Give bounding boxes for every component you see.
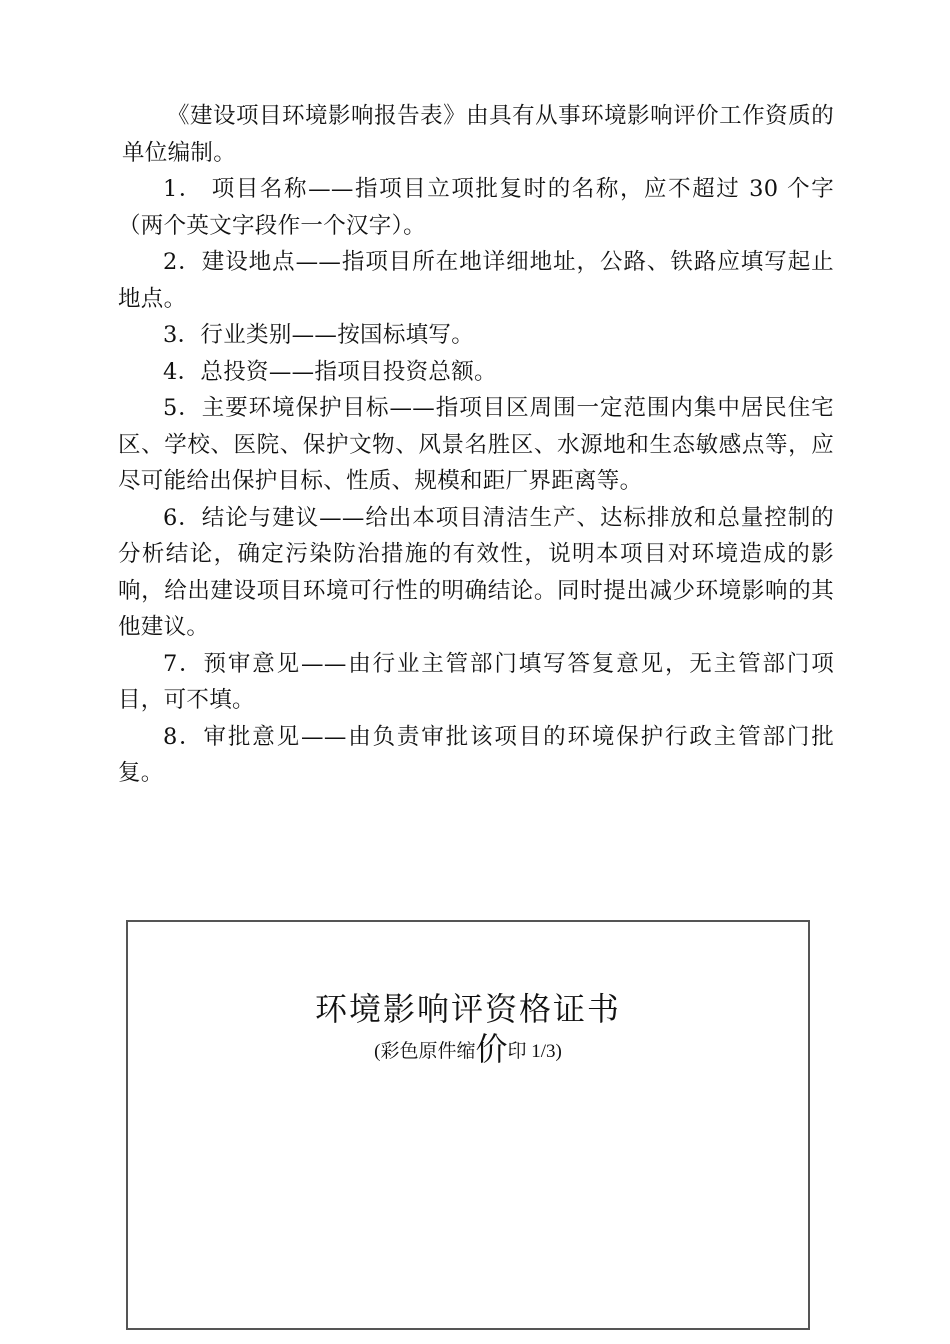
item-total-investment: 4．总投资——指项目投资总额。 bbox=[163, 358, 497, 385]
item-pre-review: 7．预审意见——由行业主管部门填写答复意见，无主管部门项目，可不填。 bbox=[118, 650, 834, 713]
certificate-box bbox=[126, 920, 810, 1330]
subtitle-big-char: 价 bbox=[475, 1031, 508, 1067]
subtitle-prefix: (彩色原件缩 bbox=[374, 1041, 476, 1062]
subtitle-suffix: 印 1/3) bbox=[507, 1041, 562, 1062]
item-industry-category: 3．行业类别——按国标填写。 bbox=[163, 322, 475, 348]
item-construction-site: 2．建设地点——指项目所在地详细地址，公路、铁路应填写起止地点。 bbox=[118, 249, 834, 312]
intro-paragraph: 《建设项目环境影响报告表》由具有从事环境影响评价工作资质的单位编制。 bbox=[122, 103, 834, 166]
item-approval: 8．审批意见——由负责审批该项目的环境保护行政主管部门批复。 bbox=[118, 723, 834, 786]
item-protection-targets: 5．主要环境保护目标——指项目区周围一定范围内集中居民住宅区、学校、医院、保护文物、风景名胜区、水源地和生态敏感点等，应尽可能给出保护目标、性质、规模和距厂界距离等。 bbox=[118, 395, 834, 494]
item-project-name: 1． 项目名称——指项目立项批复时的名称，应不超过 30 个字（两个英文字段作一个汉字）。 bbox=[118, 176, 834, 239]
item-conclusions: 6．结论与建议——给出本项目清洁生产、达标排放和总量控制的分析结论，确定污染防治措施的有效性，说明本项目对环境造成的影响，给出建设项目环境可行性的明确结论。同时提出减少环境影响的其他建议。 bbox=[118, 504, 834, 640]
certificate-subtitle bbox=[128, 1024, 808, 1070]
instructions-section bbox=[118, 98, 834, 792]
certificate-title: 环境影响评资格证书 bbox=[314, 990, 621, 1028]
